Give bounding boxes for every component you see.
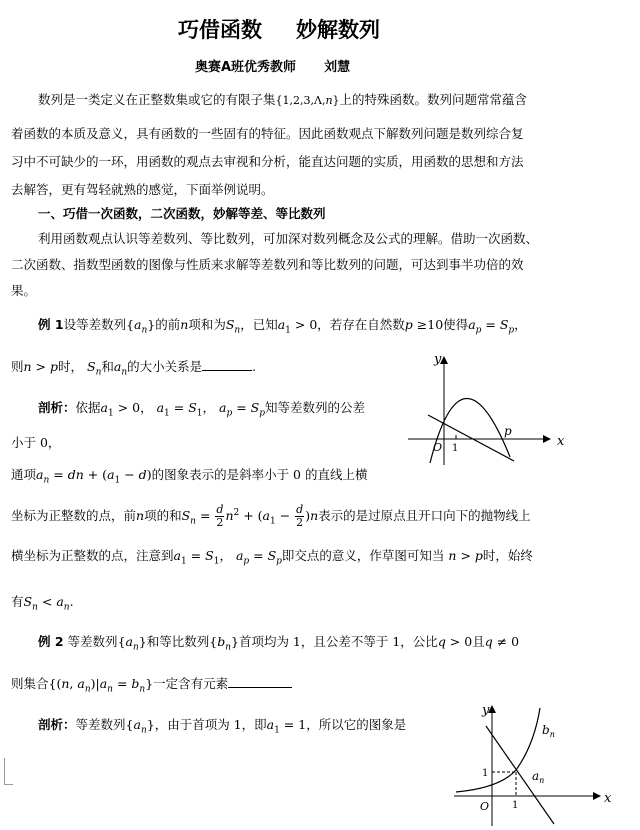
graph2-label-y: y — [482, 703, 490, 718]
graph1-line — [428, 415, 514, 461]
example2-line-2: 则集合{(n, $a_n)|a_n = b_n$}一定含有元素 — [11, 674, 292, 695]
analysis1-line-3: 通项$a_n$ = dn + $(a_1 - d)$的图象表示的是斜率小于 0 的直线上横 — [11, 467, 368, 486]
intro-line-3: 习中不可缺少的一环，用函数的观点去审视和分析，能直达问题的实质，用函数的思想和方法 — [11, 154, 524, 169]
author-name: 刘慧 — [324, 60, 351, 75]
analysis1-line-1: 剖析：依据$a_1 > 0$， $a_1 = S_1$， $a_p = S_p$知等差数列的公差 — [38, 400, 366, 419]
answer-blank-1[interactable] — [202, 360, 252, 371]
graph-1 — [400, 345, 580, 475]
graph2-label-bn: $b_n$ — [542, 723, 555, 739]
example2-label: 例 2 — [38, 634, 64, 649]
analysis1-line-4: 坐标为正整数的点，前n项的和$S_n$ = $\frac{d}{2}$ $n^2 + (a_1$ − $\frac{d}{2}$ )n表示的是过原点且开口向下的抛物线上 — [11, 503, 531, 529]
example1-label: 例 1 — [38, 317, 64, 332]
section-line-3: 果。 — [11, 283, 37, 298]
margin-mark — [4, 758, 13, 785]
title-part-1: 巧借函数 — [178, 18, 262, 42]
analysis1-line-6: 有$S_n < a_n$. — [11, 594, 74, 613]
analysis2-line-1: 剖析：等差数列$\{a_n\}$，由于首项为 1，即$a_1 = 1$，所以它的图象是 — [38, 717, 407, 736]
analysis1-line-5: 横坐标为正整数的点，注意到$a_1 = S_1$， $a_p = S_p$即交点的意义，作草图可知当 n > p时，始终 — [11, 548, 533, 567]
graph1-label-y: y — [434, 352, 442, 367]
graph2-label-o: O — [480, 800, 490, 813]
section-heading: 一、巧借一次函数，二次函数，妙解等差、等比数列 — [38, 206, 326, 221]
graph1-label-x: x — [557, 434, 565, 449]
page-title — [178, 14, 380, 44]
example1-line-2: 则n > p时， $S_n$和$a_n$的大小关系是 . — [11, 359, 257, 378]
author-role: 奥赛A班优秀教师 — [195, 60, 297, 75]
title-part-2: 妙解数列 — [296, 18, 380, 42]
graph-2 — [450, 700, 620, 830]
set-notation: {1,2,3,Λ,n} — [275, 94, 340, 107]
analysis1-line-2: 小于 0， — [11, 435, 61, 450]
analysis1-label: 剖析： — [38, 400, 76, 415]
author-line — [195, 56, 350, 75]
intro-line-1: 数列是一类定义在正整数集或它的有限子集{1,2,3,Λ,n}上的特殊函数。数列问题常常蕴含 — [38, 92, 528, 107]
graph2-label-x: x — [604, 791, 612, 806]
graph1-label-o: O — [433, 441, 443, 454]
fraction-d-over-2: $\frac{d}{2}$ — [216, 503, 224, 529]
section-line-1: 利用函数观点认识等差数列、等比数列，可加深对数列概念及公式的理解。借助一次函数、 — [38, 231, 539, 246]
section-line-2: 二次函数、指数型函数的图像与性质来求解等差数列和等比数列的问题，可达到事半功倍的效 — [11, 257, 524, 272]
graph2-label-1x: 1 — [512, 800, 519, 811]
intro-line-4: 去解答，更有驾轻就熟的感觉，下面举例说明。 — [11, 182, 274, 197]
example2-line-1: 例 2 等差数列$\{a_n\}$和等比数列$\{b_n\}$首项均为 1，且公差不等于 1，公比q > 0且q ≠ 0 — [38, 634, 520, 653]
graph2-label-an: $a_n$ — [532, 769, 545, 785]
graph2-line-an — [486, 726, 554, 824]
graph1-label-1: 1 — [452, 443, 459, 454]
analysis2-label: 剖析： — [38, 717, 76, 732]
fraction-d-over-2b: $\frac{d}{2}$ — [296, 503, 304, 529]
example1-line-1: 例 1设等差数列$\{a_n\}$的前n项和为$S_n$，已知$a_1 > 0$，若存在自然数p ≥10使得$a_p = S_p$， — [38, 317, 527, 336]
intro-line-2: 着函数的本质及意义，具有函数的一些固有的特征。因此函数观点下解数列问题是数列综合复 — [11, 126, 524, 141]
graph2-label-1y: 1 — [482, 768, 489, 779]
graph1-label-p: p — [504, 424, 512, 438]
graph2-curve-bn — [456, 708, 540, 792]
answer-blank-2[interactable] — [228, 677, 292, 688]
